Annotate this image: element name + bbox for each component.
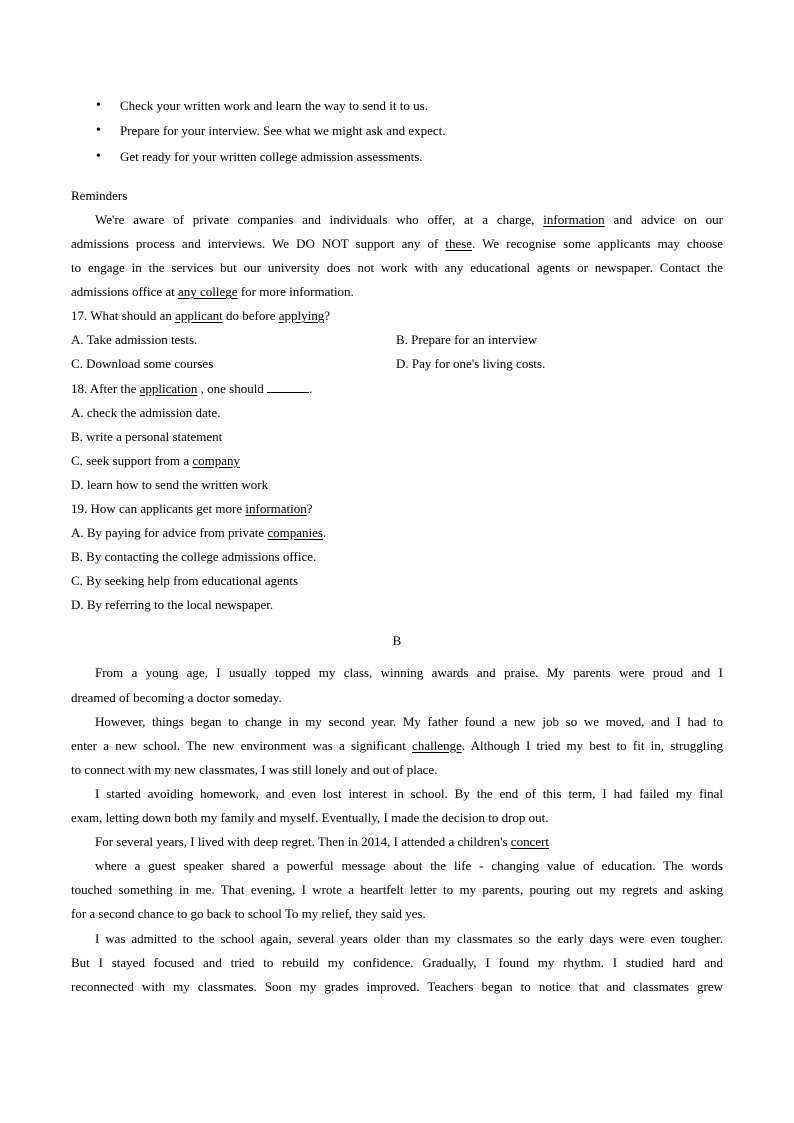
- option-d: D. By referring to the local newspaper.: [71, 597, 274, 613]
- option-a: A. check the admission date.: [71, 404, 221, 420]
- option-c: C. seek support from a company: [71, 452, 240, 468]
- text-line: From a young age, I usually topped my class, winning awards and praise. My parents were proud and I: [95, 665, 723, 681]
- text-line: We're aware of private companies and individuals who offer, at a charge, information and advice on our: [95, 211, 723, 227]
- bullet-item: • Check your written work and learn the way to send it to us.: [71, 93, 723, 118]
- text-line: touched something in me. That evening, I wrote a heartfelt letter to my parents, pouring out my regrets and asking: [71, 882, 723, 898]
- text-line: But I stayed focused and tried to rebuild my confidence. Gradually, I found my rhythm. I studied hard and: [71, 954, 723, 970]
- option-b: B. By contacting the college admissions office.: [71, 549, 317, 565]
- option-d: D. learn how to send the written work: [71, 476, 269, 492]
- option-row: [71, 352, 723, 376]
- bullet-item: • Get ready for your written college admission assessments.: [71, 144, 723, 169]
- text-line: admissions office at any college for more information.: [71, 284, 354, 300]
- text-line: I was admitted to the school again, several years older than my classmates so the early days were even tougher.: [95, 930, 723, 946]
- question-stem: 19. How can applicants get more information?: [71, 501, 313, 517]
- option-c: C. By seeking help from educational agents: [71, 573, 299, 589]
- question-stem: 18. After the application , one should .: [71, 380, 313, 396]
- option-b: B. write a personal statement: [71, 428, 223, 444]
- text-line: to connect with my new classmates, I was still lonely and out of place.: [71, 761, 438, 777]
- text-line: However, things began to change in my second year. My father found a new job so we moved, and I had to: [95, 713, 723, 729]
- question-18: [71, 377, 723, 497]
- tips-bullet-list: [71, 93, 723, 169]
- question-17: [71, 304, 723, 376]
- question-stem: 17. What should an applicant do before applying?: [71, 308, 330, 324]
- option-b: B. Prepare for an interview: [396, 332, 538, 348]
- reminders-heading: Reminders: [71, 187, 128, 203]
- text-line: enter a new school. The new environment was a significant challenge. Although I tried my best to fit in, struggling: [71, 737, 723, 753]
- option-c: C. Download some courses: [71, 356, 214, 372]
- text-line: reconnected with my classmates. Soon my grades improved. Teachers began to notice that and classmates grew: [71, 978, 723, 994]
- text-line: for a second chance to go back to school To my relief, they said yes.: [71, 906, 426, 922]
- passage-b: [71, 661, 723, 998]
- bullet-icon: •: [96, 148, 101, 164]
- bullet-item: • Prepare for your interview. See what we might ask and expect.: [71, 118, 723, 143]
- bullet-icon: •: [96, 98, 101, 113]
- reminders-paragraph: [71, 208, 723, 304]
- text-line: exam, letting down both my family and myself. Eventually, I made the decision to drop out.: [71, 810, 549, 826]
- option-a: A. Take admission tests.: [71, 332, 198, 348]
- option-d: D. Pay for one's living costs.: [396, 356, 546, 372]
- section-b-label: B: [392, 633, 402, 649]
- answer-blank: [267, 380, 309, 393]
- bullet-icon: •: [96, 123, 101, 139]
- option-a: A. By paying for advice from private companies.: [71, 525, 327, 541]
- document-page: [71, 92, 723, 999]
- text-line: where a guest speaker shared a powerful message about the life - changing value of education. The words: [95, 858, 723, 874]
- text-line: I started avoiding homework, and even lost interest in school. By the end of this term, I had failed my final: [95, 785, 723, 801]
- option-row: [71, 328, 723, 352]
- text-line: admissions process and interviews. We DO NOT support any of these. We recognise some applicants may choose: [71, 235, 723, 251]
- text-line: For several years, I lived with deep regret. Then in 2014, I attended a children's concert: [95, 834, 550, 850]
- question-19: [71, 497, 723, 617]
- text-line: dreamed of becoming a doctor someday.: [71, 689, 282, 705]
- text-line: to engage in the services but our university does not work with any educational agents or newspaper. Contact the: [71, 260, 723, 276]
